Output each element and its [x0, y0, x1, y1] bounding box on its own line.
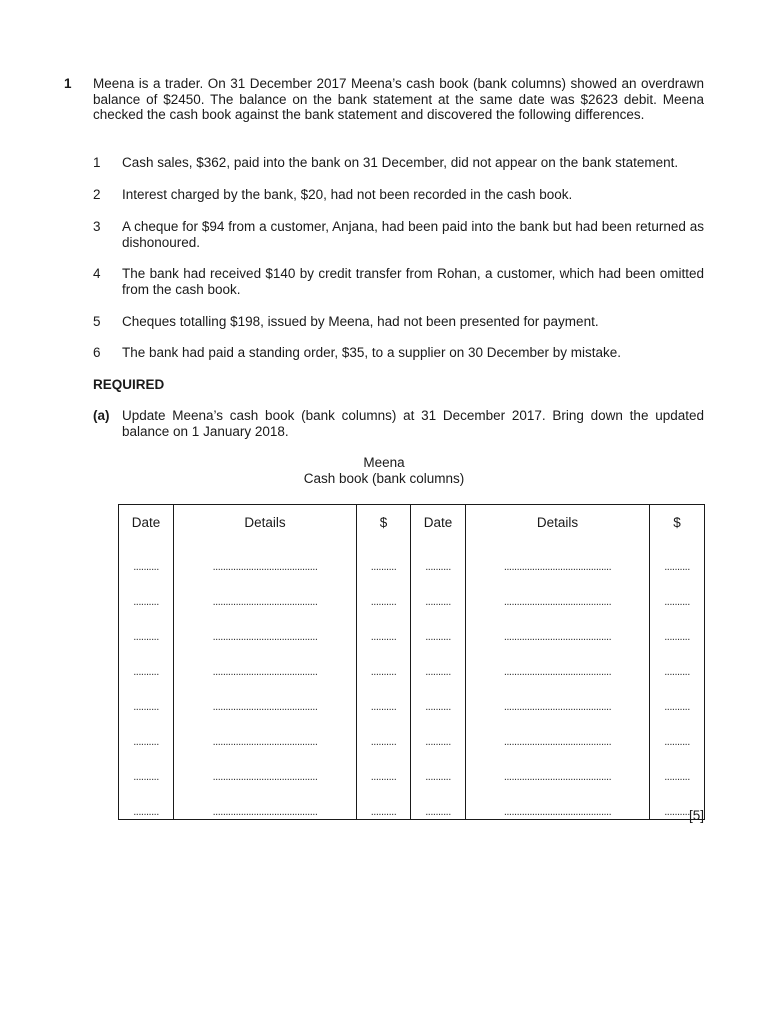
date-blank[interactable]: ..........: [119, 644, 174, 679]
amount-blank[interactable]: ..........: [357, 609, 411, 644]
amount-blank[interactable]: ..........: [650, 714, 705, 749]
item-text: Interest charged by the bank, $20, had not been recorded in the cash book.: [122, 187, 573, 202]
table-subtitle: Cash book (bank columns): [303, 471, 465, 486]
item-text: Cheques totalling $198, issued by Meena, had not been presented for payment.: [122, 314, 599, 329]
part-a: [93, 408, 704, 439]
date-blank[interactable]: ..........: [411, 539, 466, 574]
amount-blank[interactable]: ..........: [357, 539, 411, 574]
details-blank[interactable]: .........................................: [174, 609, 357, 644]
date-blank[interactable]: ..........: [119, 749, 174, 784]
table-row: [119, 679, 705, 714]
amount-blank[interactable]: ..........: [650, 574, 705, 609]
details-blank[interactable]: ..........................................: [466, 644, 650, 679]
amount-blank[interactable]: ..........: [650, 749, 705, 784]
amount-blank[interactable]: ..........: [357, 749, 411, 784]
list-item: [93, 314, 704, 330]
details-blank[interactable]: ..........................................: [466, 749, 650, 784]
date-blank[interactable]: ..........: [119, 679, 174, 714]
table-row: [119, 609, 705, 644]
item-text: A cheque for $94 from a customer, Anjana, had been paid into the bank but had been returned as dishonoured.: [122, 219, 704, 250]
required-heading: REQUIRED: [93, 377, 165, 392]
item-number: 6: [93, 345, 101, 360]
date-blank[interactable]: ..........: [119, 539, 174, 574]
item-number: 4: [93, 266, 101, 281]
list-item: [93, 219, 704, 250]
item-number: 5: [93, 314, 101, 329]
details-blank[interactable]: ..........................................: [466, 539, 650, 574]
list-item: [93, 187, 704, 203]
date-blank[interactable]: ..........: [119, 714, 174, 749]
date-blank[interactable]: ..........: [411, 644, 466, 679]
item-text: The bank had paid a standing order, $35, to a supplier on 30 December by mistake.: [122, 345, 622, 360]
amount-blank[interactable]: ..........: [650, 784, 705, 820]
date-blank[interactable]: ..........: [411, 574, 466, 609]
date-blank[interactable]: ..........: [411, 679, 466, 714]
item-number: 1: [93, 155, 101, 170]
details-blank[interactable]: .........................................: [174, 714, 357, 749]
amount-blank[interactable]: ..........: [650, 609, 705, 644]
table-title: Meena: [363, 455, 405, 470]
amount-blank[interactable]: ..........: [357, 679, 411, 714]
item-text: The bank had received $140 by credit transfer from Rohan, a customer, which had been omitted from the cash book.: [122, 266, 704, 297]
details-blank[interactable]: ..........................................: [466, 574, 650, 609]
amount-blank[interactable]: ..........: [357, 714, 411, 749]
column-header-amount: $: [357, 505, 411, 540]
list-item: [93, 345, 704, 361]
column-header-date: Date: [119, 505, 174, 540]
table-row: [119, 644, 705, 679]
details-blank[interactable]: .........................................: [174, 749, 357, 784]
item-number: 3: [93, 219, 101, 234]
amount-blank[interactable]: ..........: [357, 784, 411, 820]
date-blank[interactable]: ..........: [411, 749, 466, 784]
amount-blank[interactable]: ..........: [357, 574, 411, 609]
column-header-amount: $: [650, 505, 705, 540]
column-header-details: Details: [174, 505, 357, 540]
table-header-row: [119, 505, 705, 540]
date-blank[interactable]: ..........: [119, 574, 174, 609]
table-row: [119, 784, 705, 820]
details-blank[interactable]: .........................................: [174, 644, 357, 679]
details-blank[interactable]: .........................................: [174, 574, 357, 609]
table-row: [119, 539, 705, 574]
amount-blank[interactable]: ..........: [650, 679, 705, 714]
date-blank[interactable]: ..........: [411, 609, 466, 644]
date-blank[interactable]: ..........: [119, 784, 174, 820]
part-label: (a): [93, 408, 110, 423]
column-header-details: Details: [466, 505, 650, 540]
question-number: 1: [64, 76, 72, 91]
table-row: [119, 574, 705, 609]
date-blank[interactable]: ..........: [411, 714, 466, 749]
details-blank[interactable]: ..........................................: [466, 679, 650, 714]
date-blank[interactable]: ..........: [411, 784, 466, 820]
details-blank[interactable]: ..........................................: [466, 784, 650, 820]
cash-book-table: [118, 504, 705, 820]
details-blank[interactable]: .........................................: [174, 679, 357, 714]
amount-blank[interactable]: ..........: [650, 644, 705, 679]
table-row: [119, 749, 705, 784]
details-blank[interactable]: .........................................: [174, 784, 357, 820]
item-text: Cash sales, $362, paid into the bank on 31 December, did not appear on the bank statement.: [122, 155, 679, 170]
list-item: [93, 266, 704, 297]
column-header-date: Date: [411, 505, 466, 540]
details-blank[interactable]: ..........................................: [466, 609, 650, 644]
details-blank[interactable]: .........................................: [174, 539, 357, 574]
date-blank[interactable]: ..........: [119, 609, 174, 644]
table-row: [119, 714, 705, 749]
details-blank[interactable]: ..........................................: [466, 714, 650, 749]
question-intro: Meena is a trader. On 31 December 2017 Meena’s cash book (bank columns) showed an overdrawn balance of $2450. The balance on the bank statement at the same date was $2623 debit. Meena checked the cash book against the bank statement and discovered the following differences.: [93, 76, 704, 123]
amount-blank[interactable]: ..........: [357, 644, 411, 679]
marks-allocation: [5]: [688, 808, 704, 823]
amount-blank[interactable]: ..........: [650, 539, 705, 574]
part-text: Update Meena’s cash book (bank columns) at 31 December 2017. Bring down the updated balance on 1 January 2018.: [122, 408, 704, 439]
item-number: 2: [93, 187, 101, 202]
list-item: [93, 155, 704, 171]
